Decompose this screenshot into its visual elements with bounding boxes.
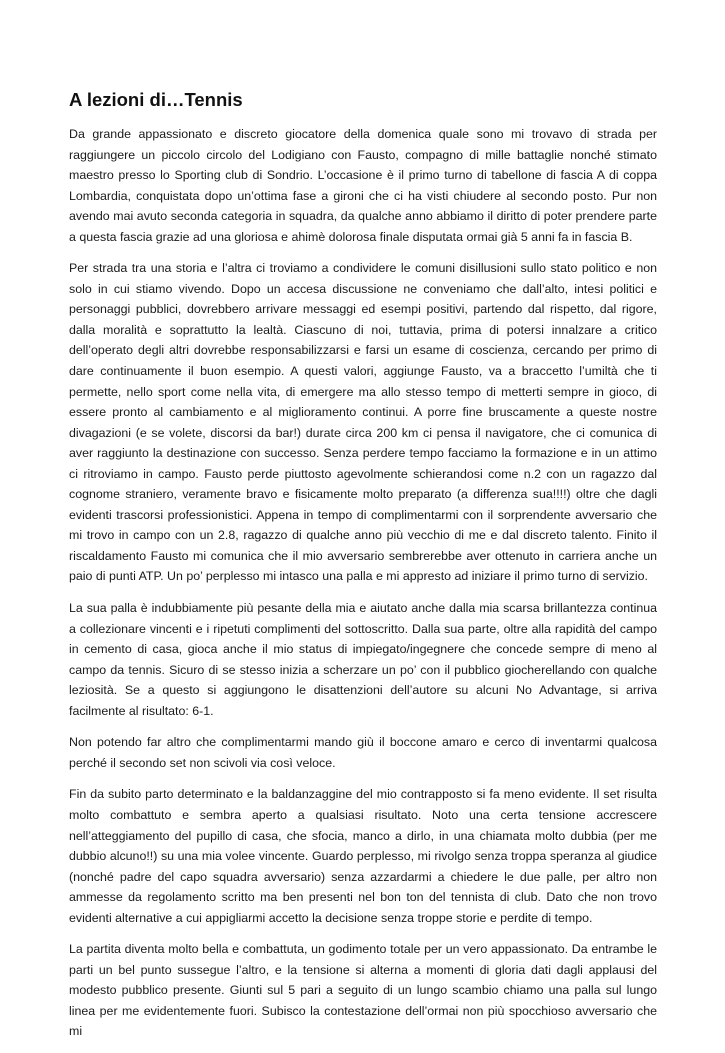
paragraph-2: Per strada tra una storia e l’altra ci troviamo a condividere le comuni disillusioni sullo stato politico e non solo in cui stiamo vivendo. Dopo un accesa discussione ne conveniamo che dall’alto, intesi politici e personaggi pubblici, dovrebbero arrivare messaggi ed esempi positivi, partendo dal rispetto, dal rigore, dalla moralità e soprattutto la lealtà. Ciascuno di noi, tuttavia, prima di potersi innalzare a critico dell’operato degli altri dovrebbe responsabilizzarsi e farsi un esame di coscienza, cercando per primo di dare continuamente il buon esempio. A questi valori, aggiunge Fausto, va a braccetto l’umiltà che ti permette, nello sport come nella vita, di emergere ma allo stesso tempo di metterti sempre in gioco, di essere pronto al cambiamento e al miglioramento continui. A porre fine bruscamente a queste nostre divagazioni (e se volete, discorsi da bar!) durate circa 200 km ci pensa il navigatore, che ci comunica di aver raggiunto la destinazione con successo. Senza perdere tempo facciamo la formazione e in un attimo ci ritroviamo in campo. Fausto perde piuttosto agevolmente schierandosi come n.2 con un ragazzo dal cognome straniero, veramente bravo e fisicamente molto preparato (a differenza sua!!!!) oltre che dagli evidenti trascorsi professionistici. Appena in tempo di complimentarmi con il sorprendente avversario che mi trovo in campo con un 2.8, ragazzo di qualche anno più vecchio di me e dal discreto talento. Finito il riscaldamento Fausto mi comunica che il mio avversario sembrerebbe aver ottenuto in carriera anche un paio di punti ATP. Un po’ perplesso mi intasco una palla e mi appresto ad iniziare il primo turno di servizio. <box>69 261 657 584</box>
paragraph-1: Da grande appassionato e discreto giocatore della domenica quale sono mi trovavo di strada per raggiungere un piccolo circolo del Lodigiano con Fausto, compagno di mille battaglie nonché stimato maestro presso lo Sporting club di Sondrio. L’occasione è il primo turno di tabellone di fascia A di coppa Lombardia, conquistata dopo un’ottima fase a gironi che ci ha visti chiudere al secondo posto. Pur non avendo mai avuto seconda categoria in squadra, da qualche anno abbiamo il diritto di poter prendere parte a questa fascia grazie ad una gloriosa e ahimè dolorosa finale disputata ormai già 5 anni fa in fascia B. <box>69 127 657 244</box>
paragraph-3: La sua palla è indubbiamente più pesante della mia e aiutato anche dalla mia scarsa brillantezza continua a collezionare vincenti e i ripetuti complimenti del sottoscritto. Dalla sua parte, oltre alla rapidità del campo in cemento di casa, gioca anche il mio status di impiegato/ingegnere che concede sempre di meno al campo da tennis. Sicuro di se stesso inizia a scherzare un po’ con il pubblico giocherellando con qualche leziosità. Se a questo si aggiungono le disattenzioni dell’autore su alcuni No Advantage, si arriva facilmente al risultato: 6-1. <box>69 601 657 718</box>
document-page <box>69 88 657 1053</box>
document-title: A lezioni di…Tennis <box>69 89 243 110</box>
paragraph-4: Non potendo far altro che complimentarmi mando giù il boccone amaro e cerco di inventarmi qualcosa perché il secondo set non scivoli via così veloce. <box>69 735 657 770</box>
paragraph-5: Fin da subito parto determinato e la baldanzaggine del mio contrapposto si fa meno evidente. Il set risulta molto combattuto e sembra aperto a qualsiasi risultato. Noto una certa tensione accrescere nell’atteggiamento del pupillo di casa, che sfocia, manco a dirlo, in una chiamata molto dubbia (per me dubbio alcuno!!) su una mia volee vincente. Guardo perplesso, mi rivolgo senza troppa speranza al giudice (nonché padre del capo squadra avversario) senza azzardarmi a chiedere le due palle, per altro non ammesse da regolamento scritto ma ben presenti nel bon ton del tennista di club. Dato che non trovo evidenti alternative a cui appigliarmi accetto la decisione senza troppe storie e perdite di tempo. <box>69 787 657 925</box>
paragraph-6: La partita diventa molto bella e combattuta, un godimento totale per un vero appassionato. Da entrambe le parti un bel punto sussegue l’altro, e la tensione si alterna a momenti di gloria dati dagli applausi del modesto pubblico presente. Giunti sul 5 pari a seguito di un lungo scambio chiamo una palla sul lungo linea per me evidentemente fuori. Subisco la contestazione dell’ormai non più spocchioso avversario che mi <box>69 942 657 1039</box>
